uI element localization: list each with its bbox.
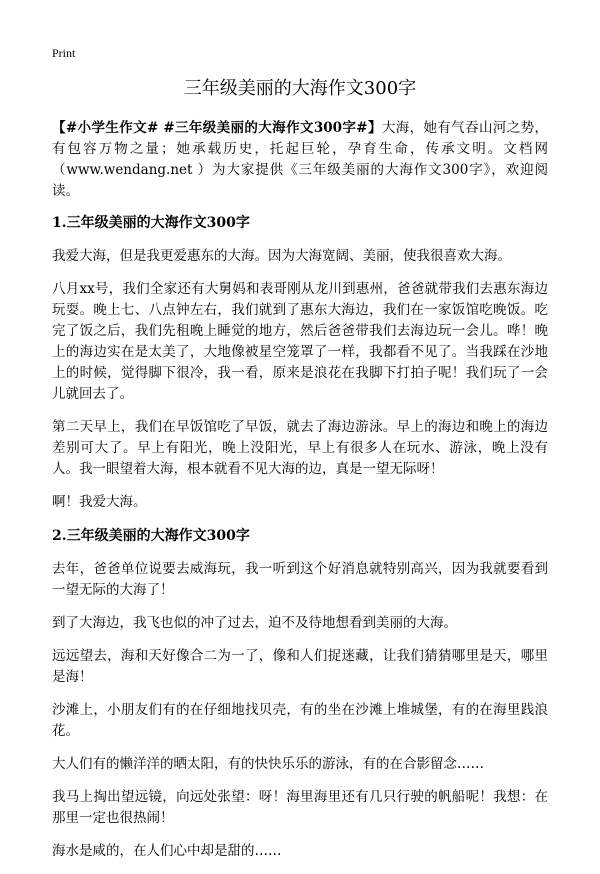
paragraph: 啊！我爱大海。 (52, 494, 147, 510)
print-link[interactable]: Print (52, 46, 76, 60)
paragraph: 海水是咸的，在人们心中却是甜的…… (52, 843, 282, 859)
intro-text: 大海，她有气吞山河之势，有包容万物之量；她承载历史，托起巨轮，孕育生命，传承文明。文档网（www.wendang.net ）为大家提供《三年级美丽的大海作文300字》，欢迎阅读。 (52, 120, 548, 199)
intro-tags: 【#小学生作文# #三年级美丽的大海作文300字#】 (52, 120, 382, 136)
section-heading-1: 1.三年级美丽的大海作文300字 (52, 215, 250, 231)
section-heading-2: 2.三年级美丽的大海作文300字 (52, 528, 250, 544)
intro-paragraph (52, 118, 548, 202)
paragraph: 沙滩上，小朋友们有的在仔细地找贝壳，有的坐在沙滩上堆城堡，有的在海里践浪花。 (52, 702, 548, 739)
paragraph: 我爱大海，但是我更爱惠东的大海。因为大海宽阔、美丽，使我很喜欢大海。 (52, 248, 511, 264)
paragraph: 到了大海边，我飞也似的冲了过去，迫不及待地想看到美丽的大海。 (52, 615, 457, 631)
paragraph: 大人们有的懒洋洋的晒太阳，有的快快乐乐的游泳，有的在合影留念…… (52, 756, 484, 772)
paragraph: 我马上掏出望远镜，向远处张望：呀！海里海里还有几只行驶的帆船呢！我想：在那里一定也很热闹！ (52, 789, 548, 826)
document-body (52, 76, 548, 874)
page-title: 三年级美丽的大海作文300字 (183, 78, 417, 99)
paragraph: 第二天早上，我们在早饭馆吃了早饭，就去了海边游泳。早上的海边和晚上的海边差别可大了。早上有阳光，晚上没阳光，早上有很多人在玩水、游泳，晚上没有人。我一眼望着大海，根本就看不见大海的边，真是一望无际呀！ (52, 419, 548, 477)
paragraph: 远远望去，海和天好像合二为一了，像和人们捉迷藏，让我们猜猜哪里是天，哪里是海！ (52, 648, 548, 685)
paragraph: 去年，爸爸单位说要去威海玩，我一听到这个好消息就特别高兴，因为我就要看到一望无际的大海了！ (52, 561, 548, 598)
paragraph: 八月xx号，我们全家还有大舅妈和表哥刚从龙川到惠州，爸爸就带我们去惠东海边玩耍。晚上七、八点钟左右，我们就到了惠东大海边，我们在一家饭馆吃晚饭。吃完了饭之后，我们先租晚上睡觉的地方，然后爸爸带我们去海边玩一会儿。哗！晚上的海边实在是太美了，大地像被星空笼罩了一样，我都看不见了。当我踩在沙地上的时候，觉得脚下很冷，我一看，原来是浪花在我脚下打拍子呢！我们玩了一会儿就回去了。 (52, 281, 548, 402)
